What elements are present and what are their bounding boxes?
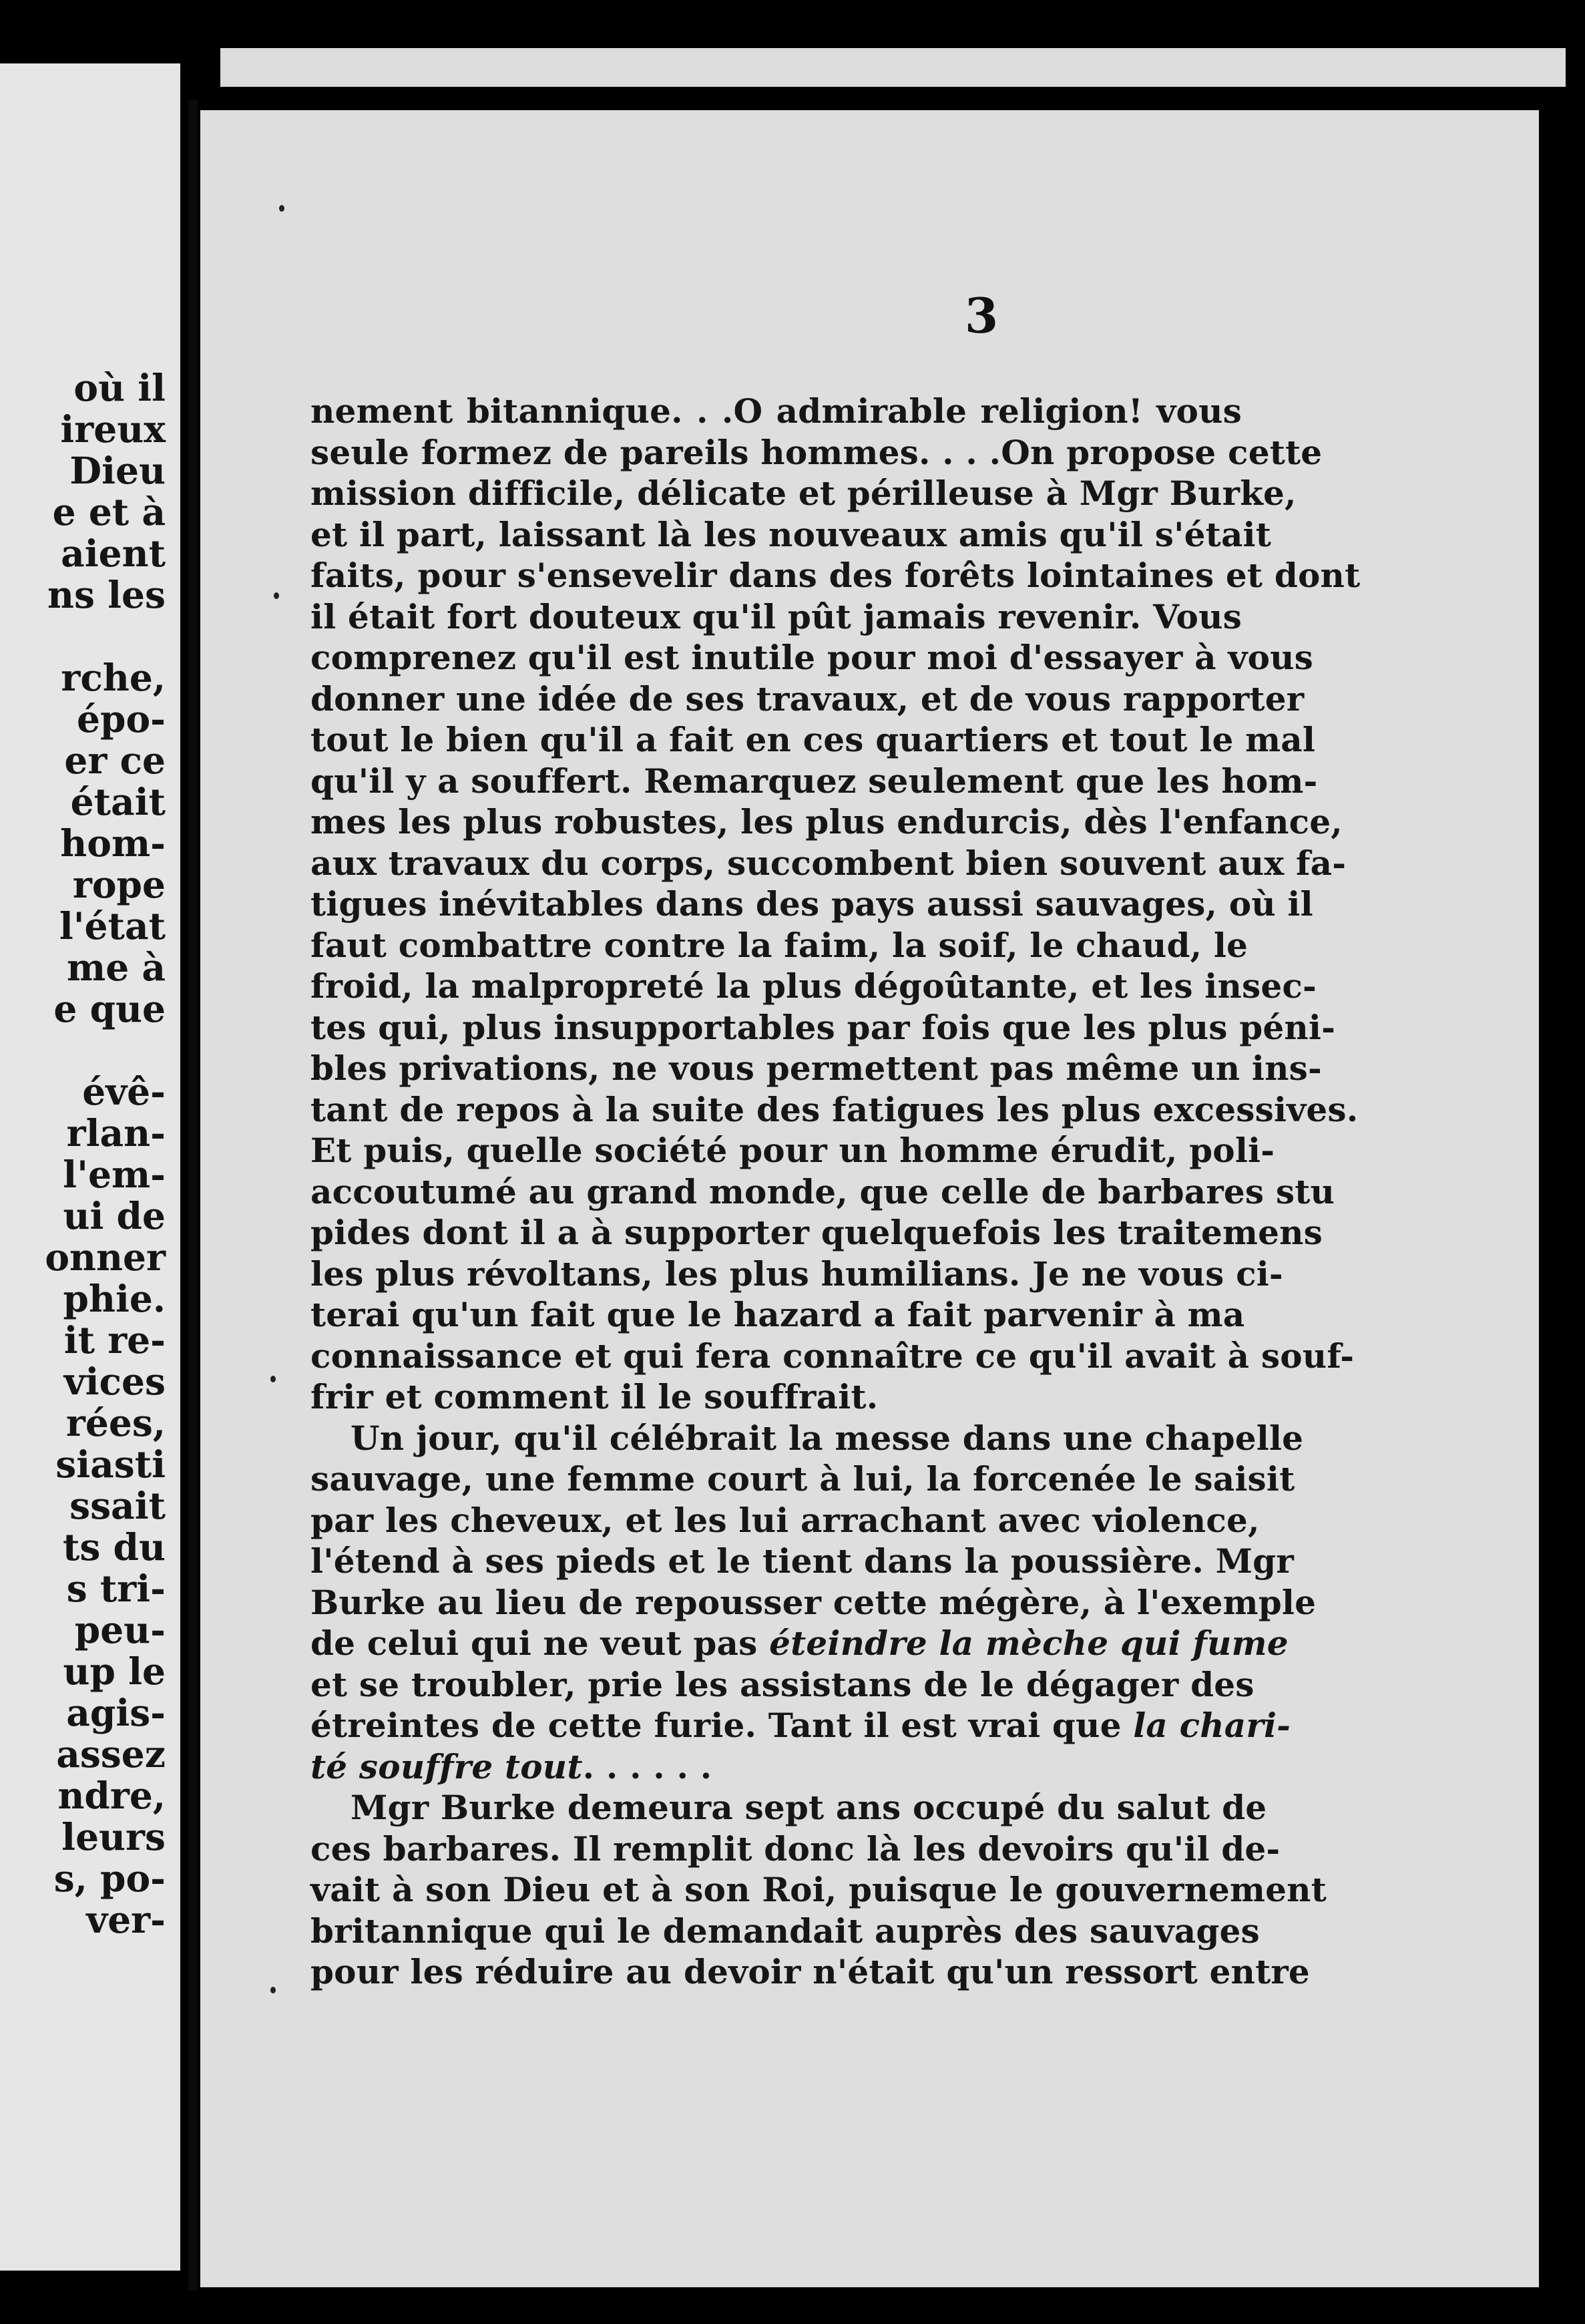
text-line-trailing: . . . . . . <box>582 1746 712 1786</box>
left-page-fragment: assez <box>56 1732 166 1776</box>
text-line: ces barbares. Il remplit donc là les devoirs qu'il de- <box>310 1828 1281 1869</box>
left-page-fragment: peu- <box>74 1608 166 1652</box>
margin-mark <box>270 1987 276 1993</box>
left-page-fragment: ssait <box>69 1484 166 1527</box>
left-page-fragment: ndre, <box>57 1774 166 1817</box>
left-page-fragment: ns les <box>47 573 166 616</box>
left-page-fragment: leurs <box>61 1815 166 1859</box>
left-page-fragment <box>0 616 180 657</box>
text-line: Burke au lieu de repousser cette mégère, à l'exemple <box>310 1582 1317 1622</box>
left-page-fragment <box>0 1030 180 1071</box>
left-page-fragment: onner <box>45 1235 166 1279</box>
text-line: Mgr Burke demeura sept ans occupé du salut de <box>351 1788 1267 1827</box>
text-line: aux travaux du corps, succombent bien souvent aux fa- <box>310 843 1347 883</box>
left-page-fragment: où il <box>73 366 166 409</box>
left-page-fragment: me à <box>67 946 166 989</box>
text-line: tigues inévitables dans des pays aussi sauvages, où il <box>310 884 1313 924</box>
left-page-text <box>0 367 180 1941</box>
text-line: faut combattre contre la faim, la soif, le chaud, le <box>310 925 1249 965</box>
text-line <box>310 1746 1242 1788</box>
text-line: bles privations, ne vous permettent pas même un ins- <box>310 1048 1322 1088</box>
left-page-fragment: l'état <box>59 904 166 948</box>
text-line: pour les réduire au devoir n'était qu'un ressort entre <box>310 1952 1310 1991</box>
text-line-italic: éteindre la mèche qui fume <box>769 1623 1289 1663</box>
margin-mark <box>279 205 284 212</box>
text-line: et il part, laissant là les nouveaux amis qu'il s'était <box>310 514 1272 554</box>
text-line: Et puis, quelle société pour un homme érudit, poli- <box>310 1131 1275 1170</box>
text-line-italic: té souffre tout <box>310 1746 583 1786</box>
text-line: donner une idée de ses travaux, et de vous rapporter <box>310 679 1305 719</box>
left-page-fragment: rche, <box>61 656 166 699</box>
left-page-fragment: phie. <box>63 1277 166 1320</box>
text-line-italic: la chari- <box>1133 1706 1291 1745</box>
text-line: faits, pour s'ensevelir dans des forêts lointaines et dont <box>310 556 1361 595</box>
page-number: 3 <box>964 287 999 344</box>
text-line: terai qu'un fait que le hazard a fait parvenir à ma <box>310 1295 1245 1334</box>
left-page-fragment: ts du <box>63 1525 166 1569</box>
text-line: Un jour, qu'il célébrait la messe dans une chapelle <box>351 1418 1304 1458</box>
text-line-roman: étreintes de cette furie. Tant il est vrai que <box>310 1706 1134 1745</box>
text-line: frir et comment il le souffrait. <box>310 1377 879 1416</box>
text-line <box>310 1623 1289 1664</box>
left-page-fragment: e que <box>53 987 166 1030</box>
book-spine <box>188 100 198 2291</box>
left-page-fragment: hom- <box>60 821 166 865</box>
left-page-fragment: rlan- <box>66 1111 166 1155</box>
text-line: accoutumé au grand monde, que celle de barbares stu <box>310 1171 1335 1211</box>
text-line: nement bitannique. . .O admirable religion! vous <box>310 391 1242 431</box>
text-line: mes les plus robustes, les plus endurcis, dès l'enfance, <box>310 802 1343 841</box>
left-page-fragment: ui de <box>63 1194 166 1237</box>
text-line: comprenez qu'il est inutile pour moi d'essayer à vous <box>310 638 1314 677</box>
left-page-fragment: siasti <box>55 1442 166 1486</box>
page-body-text <box>310 391 1361 1993</box>
text-line: seule formez de pareils hommes. . . .On propose cette <box>310 432 1323 472</box>
text-line: britannique qui le demandait auprès des sauvages <box>310 1911 1260 1951</box>
left-page-fragment: épo- <box>77 697 166 741</box>
left-page-fragment: évê- <box>82 1070 166 1113</box>
left-page-fragment: s tri- <box>66 1567 166 1610</box>
text-line: qu'il y a souffert. Remarquez seulement que les hom- <box>310 761 1318 801</box>
next-sheet-edge <box>220 48 1566 87</box>
text-line: et se troubler, prie les assistans de le dégager des <box>310 1664 1255 1704</box>
text-line: tout le bien qu'il a fait en ces quartiers et tout le mal <box>310 720 1316 759</box>
text-line: par les cheveux, et les lui arrachant avec violence, <box>310 1500 1260 1540</box>
text-line: mission difficile, délicate et périlleuse à Mgr Burke, <box>310 473 1297 513</box>
left-page-fragment: Dieu <box>69 449 166 492</box>
left-page-fragment: ireux <box>60 407 166 451</box>
left-page-fragment: er ce <box>64 739 166 782</box>
text-line: tant de repos à la suite des fatigues les plus excessives. <box>310 1089 1359 1129</box>
text-line: les plus révoltans, les plus humilians. Je ne vous ci- <box>310 1253 1283 1294</box>
left-page-fragment: up le <box>63 1650 166 1693</box>
text-line: vait à son Dieu et à son Roi, puisque le gouvernement <box>310 1870 1327 1909</box>
left-page-fragment: aient <box>61 532 166 575</box>
margin-mark <box>270 1376 276 1382</box>
left-page-fragment: agis- <box>66 1691 166 1734</box>
left-page-fragment: s, po- <box>53 1857 166 1900</box>
text-line <box>310 1705 1291 1746</box>
text-line: il était fort douteux qu'il pût jamais revenir. Vous <box>310 596 1242 636</box>
left-page-fragment: e et à <box>52 490 166 534</box>
left-page-fragment: it re- <box>63 1318 166 1362</box>
text-line: connaissance et qui fera connaître ce qu'il avait à souf- <box>310 1336 1355 1376</box>
text-line: sauvage, une femme court à lui, la forcenée le saisit <box>310 1459 1295 1499</box>
left-page-fragment: l'em- <box>63 1153 166 1196</box>
margin-mark <box>274 592 279 599</box>
left-page-fragment: vices <box>63 1360 166 1403</box>
text-line: pides dont il a à supporter quelquefois les traitemens <box>310 1213 1323 1252</box>
left-page-fragment: rées, <box>65 1401 166 1444</box>
left-page-fragment: ver- <box>86 1898 166 1941</box>
text-line: froid, la malpropreté la plus dégoûtante, et les insec- <box>310 966 1317 1006</box>
text-line-roman: de celui qui ne veut pas <box>310 1623 770 1663</box>
left-facing-page <box>0 63 180 2271</box>
text-line: tes qui, plus insupportables par fois que les plus péni- <box>310 1007 1336 1047</box>
text-line: l'étend à ses pieds et le tient dans la poussière. Mgr <box>310 1541 1294 1581</box>
left-page-fragment: était <box>70 780 166 823</box>
left-page-fragment: rope <box>72 863 166 906</box>
